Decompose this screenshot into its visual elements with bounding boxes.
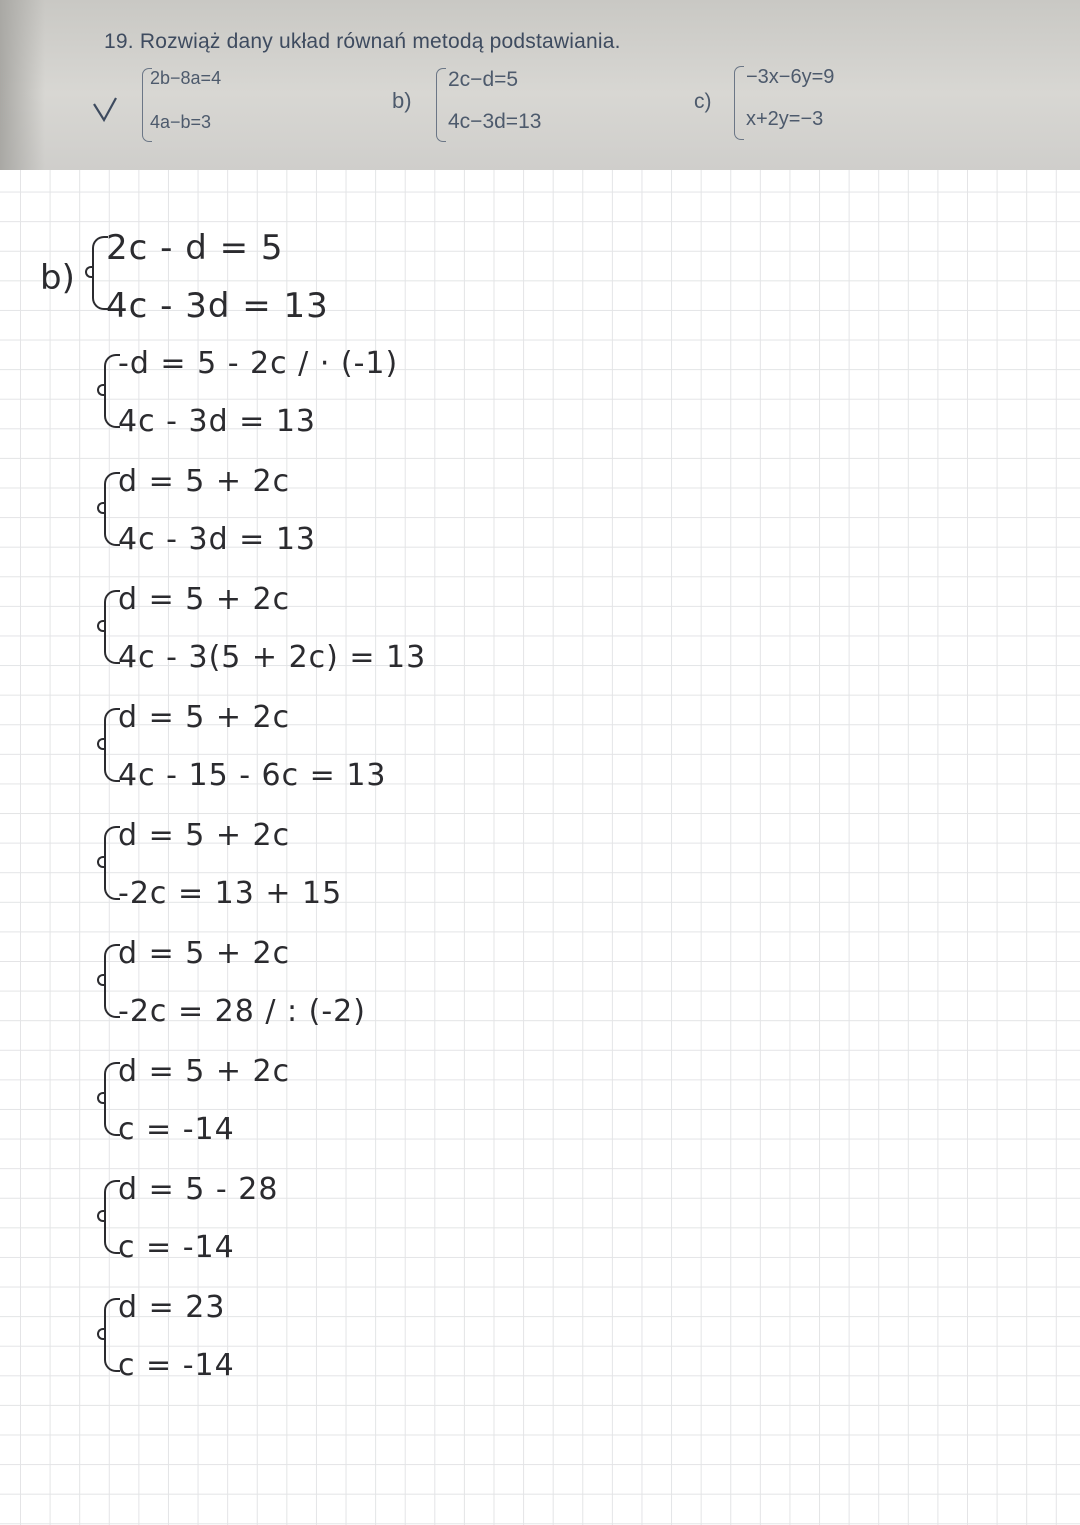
equation-1: d = 23 bbox=[118, 1290, 226, 1325]
solution-step bbox=[104, 700, 424, 793]
system-brace bbox=[734, 66, 744, 140]
solution-part-label: b) bbox=[40, 258, 75, 298]
equation-1: 2b−8a=4 bbox=[150, 68, 222, 88]
task-part-label-c: c) bbox=[694, 90, 712, 113]
solution-step bbox=[104, 464, 424, 557]
equation-1: d = 5 + 2c bbox=[118, 700, 291, 735]
equation-1: d = 5 + 2c bbox=[118, 818, 291, 853]
equation-1: d = 5 + 2c bbox=[118, 582, 291, 617]
equation-1: -d = 5 - 2c / · (-1) bbox=[118, 346, 399, 381]
solution-step bbox=[104, 1172, 424, 1265]
solution-step bbox=[92, 228, 412, 326]
equation-2: 4c−3d=13 bbox=[448, 110, 542, 133]
equation-2: 4c - 3d = 13 bbox=[118, 522, 316, 557]
equation-2: c = -14 bbox=[118, 1112, 235, 1147]
equation-2: c = -14 bbox=[118, 1348, 235, 1383]
equation-2: 4c - 3(5 + 2c) = 13 bbox=[118, 640, 427, 675]
solution-step bbox=[104, 346, 424, 439]
task-system-c bbox=[734, 66, 904, 138]
solution-step bbox=[104, 582, 427, 675]
brace-tip bbox=[97, 974, 105, 986]
equation-1: 2c - d = 5 bbox=[106, 228, 284, 268]
equation-1: 2c−d=5 bbox=[448, 68, 519, 91]
equation-2: x+2y=−3 bbox=[746, 108, 824, 130]
brace-tip bbox=[97, 384, 105, 396]
brace-tip bbox=[85, 266, 93, 278]
equation-1: d = 5 - 28 bbox=[118, 1172, 279, 1207]
task-system-b bbox=[436, 68, 606, 140]
equation-1: d = 5 + 2c bbox=[118, 464, 291, 499]
equation-1: d = 5 + 2c bbox=[118, 936, 291, 971]
brace-tip bbox=[97, 502, 105, 514]
task-part-label-b: b) bbox=[392, 88, 412, 113]
brace-tip bbox=[97, 856, 105, 868]
solution-step bbox=[104, 1290, 424, 1383]
equation-1: d = 5 + 2c bbox=[118, 1054, 291, 1089]
equation-2: 4c - 15 - 6c = 13 bbox=[118, 758, 387, 793]
equation-2: 4c - 3d = 13 bbox=[118, 404, 316, 439]
solution-step bbox=[104, 936, 424, 1029]
brace-tip bbox=[97, 1092, 105, 1104]
equation-2: -2c = 28 / : (-2) bbox=[118, 994, 366, 1029]
equation-2: c = -14 bbox=[118, 1230, 235, 1265]
task-title: 19. Rozwiąż dany układ równań metodą podstawiania. bbox=[104, 30, 621, 53]
photo-shadow bbox=[0, 0, 45, 170]
equation-2: 4a−b=3 bbox=[150, 112, 212, 132]
brace-tip bbox=[97, 738, 105, 750]
checkmark-icon bbox=[92, 96, 120, 124]
task-system-a bbox=[142, 68, 292, 140]
equation-2: 4c - 3d = 13 bbox=[106, 286, 329, 326]
equation-2: -2c = 13 + 15 bbox=[118, 876, 343, 911]
printed-task-header bbox=[0, 0, 1080, 170]
solution-step bbox=[104, 1054, 424, 1147]
brace-tip bbox=[97, 1328, 105, 1340]
system-brace bbox=[436, 68, 446, 142]
solution-step bbox=[104, 818, 424, 911]
equation-1: −3x−6y=9 bbox=[746, 66, 835, 88]
brace-tip bbox=[97, 620, 105, 632]
brace-tip bbox=[97, 1210, 105, 1222]
